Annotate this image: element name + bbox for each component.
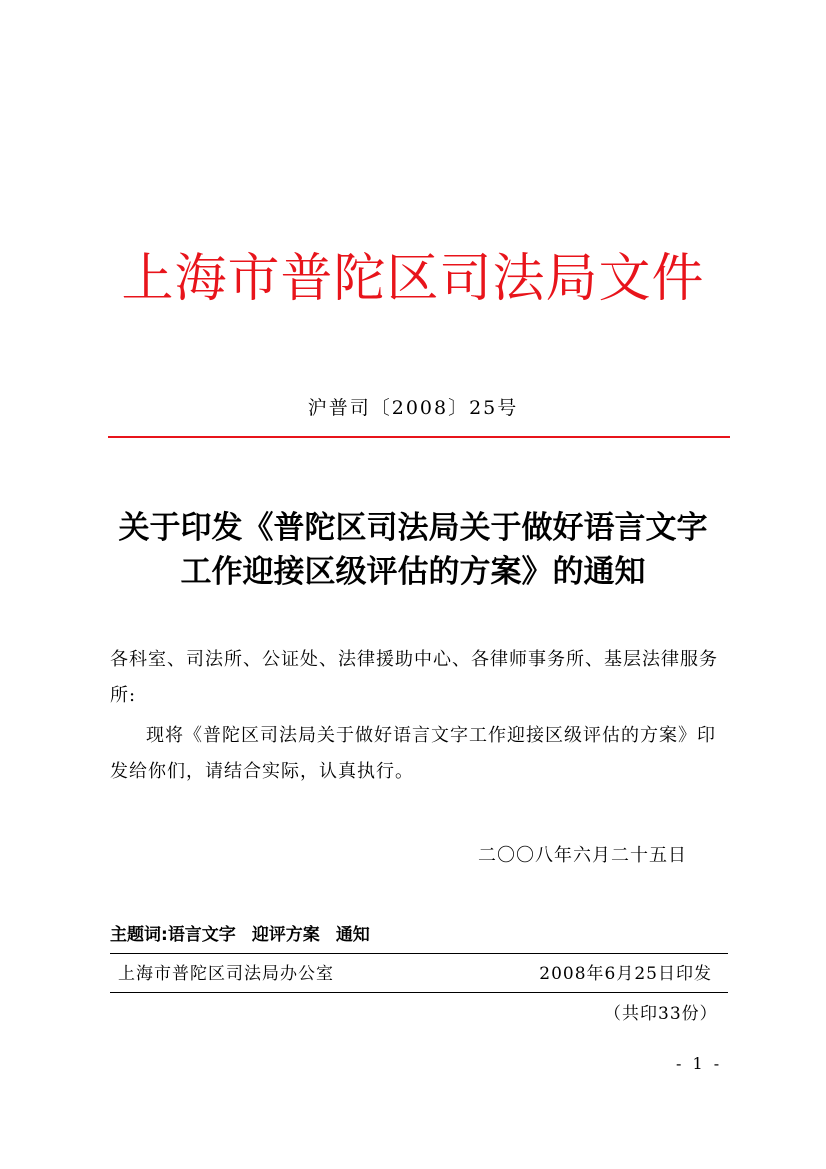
document-title-line-1: 关于印发《普陀区司法局关于做好语言文字 bbox=[118, 510, 708, 546]
keywords-line bbox=[110, 922, 370, 948]
footer-divider-bottom bbox=[110, 992, 728, 993]
document-number: 沪普司〔2008〕25号 bbox=[307, 397, 519, 419]
keywords-label: 主题词: bbox=[110, 925, 168, 945]
footer-divider-top bbox=[110, 953, 728, 954]
document-title-line-2: 工作迎接区级评估的方案》的通知 bbox=[180, 554, 646, 590]
body-paragraph-line-1: 现将《普陀区司法局关于做好语言文字工作迎接区级评估的方案》印 bbox=[146, 725, 716, 746]
signature-date: 二〇〇八年六月二十五日 bbox=[478, 845, 687, 866]
copies-count: （共印33份） bbox=[604, 1004, 718, 1024]
document-title bbox=[60, 506, 766, 594]
document-masthead: 上海市普陀区司法局文件 bbox=[121, 249, 705, 309]
keyword-item: 语言文字 bbox=[167, 925, 236, 945]
page-number: - 1 - bbox=[676, 1054, 723, 1073]
keyword-item: 通知 bbox=[335, 925, 370, 945]
body-paragraph-line-2: 发给你们，请结合实际，认真执行。 bbox=[110, 761, 414, 782]
addressee-line-2: 所: bbox=[110, 685, 137, 706]
issue-date: 2008年6月25日印发 bbox=[539, 964, 712, 984]
addressee-line-1: 各科室、司法所、公证处、法律援助中心、各律师事务所、基层法律服务 bbox=[110, 649, 718, 670]
issuer-name: 上海市普陀区司法局办公室 bbox=[118, 964, 334, 984]
red-divider bbox=[108, 436, 730, 438]
body-paragraph bbox=[110, 718, 730, 790]
addressee bbox=[110, 642, 730, 714]
keyword-item: 迎评方案 bbox=[251, 925, 320, 945]
